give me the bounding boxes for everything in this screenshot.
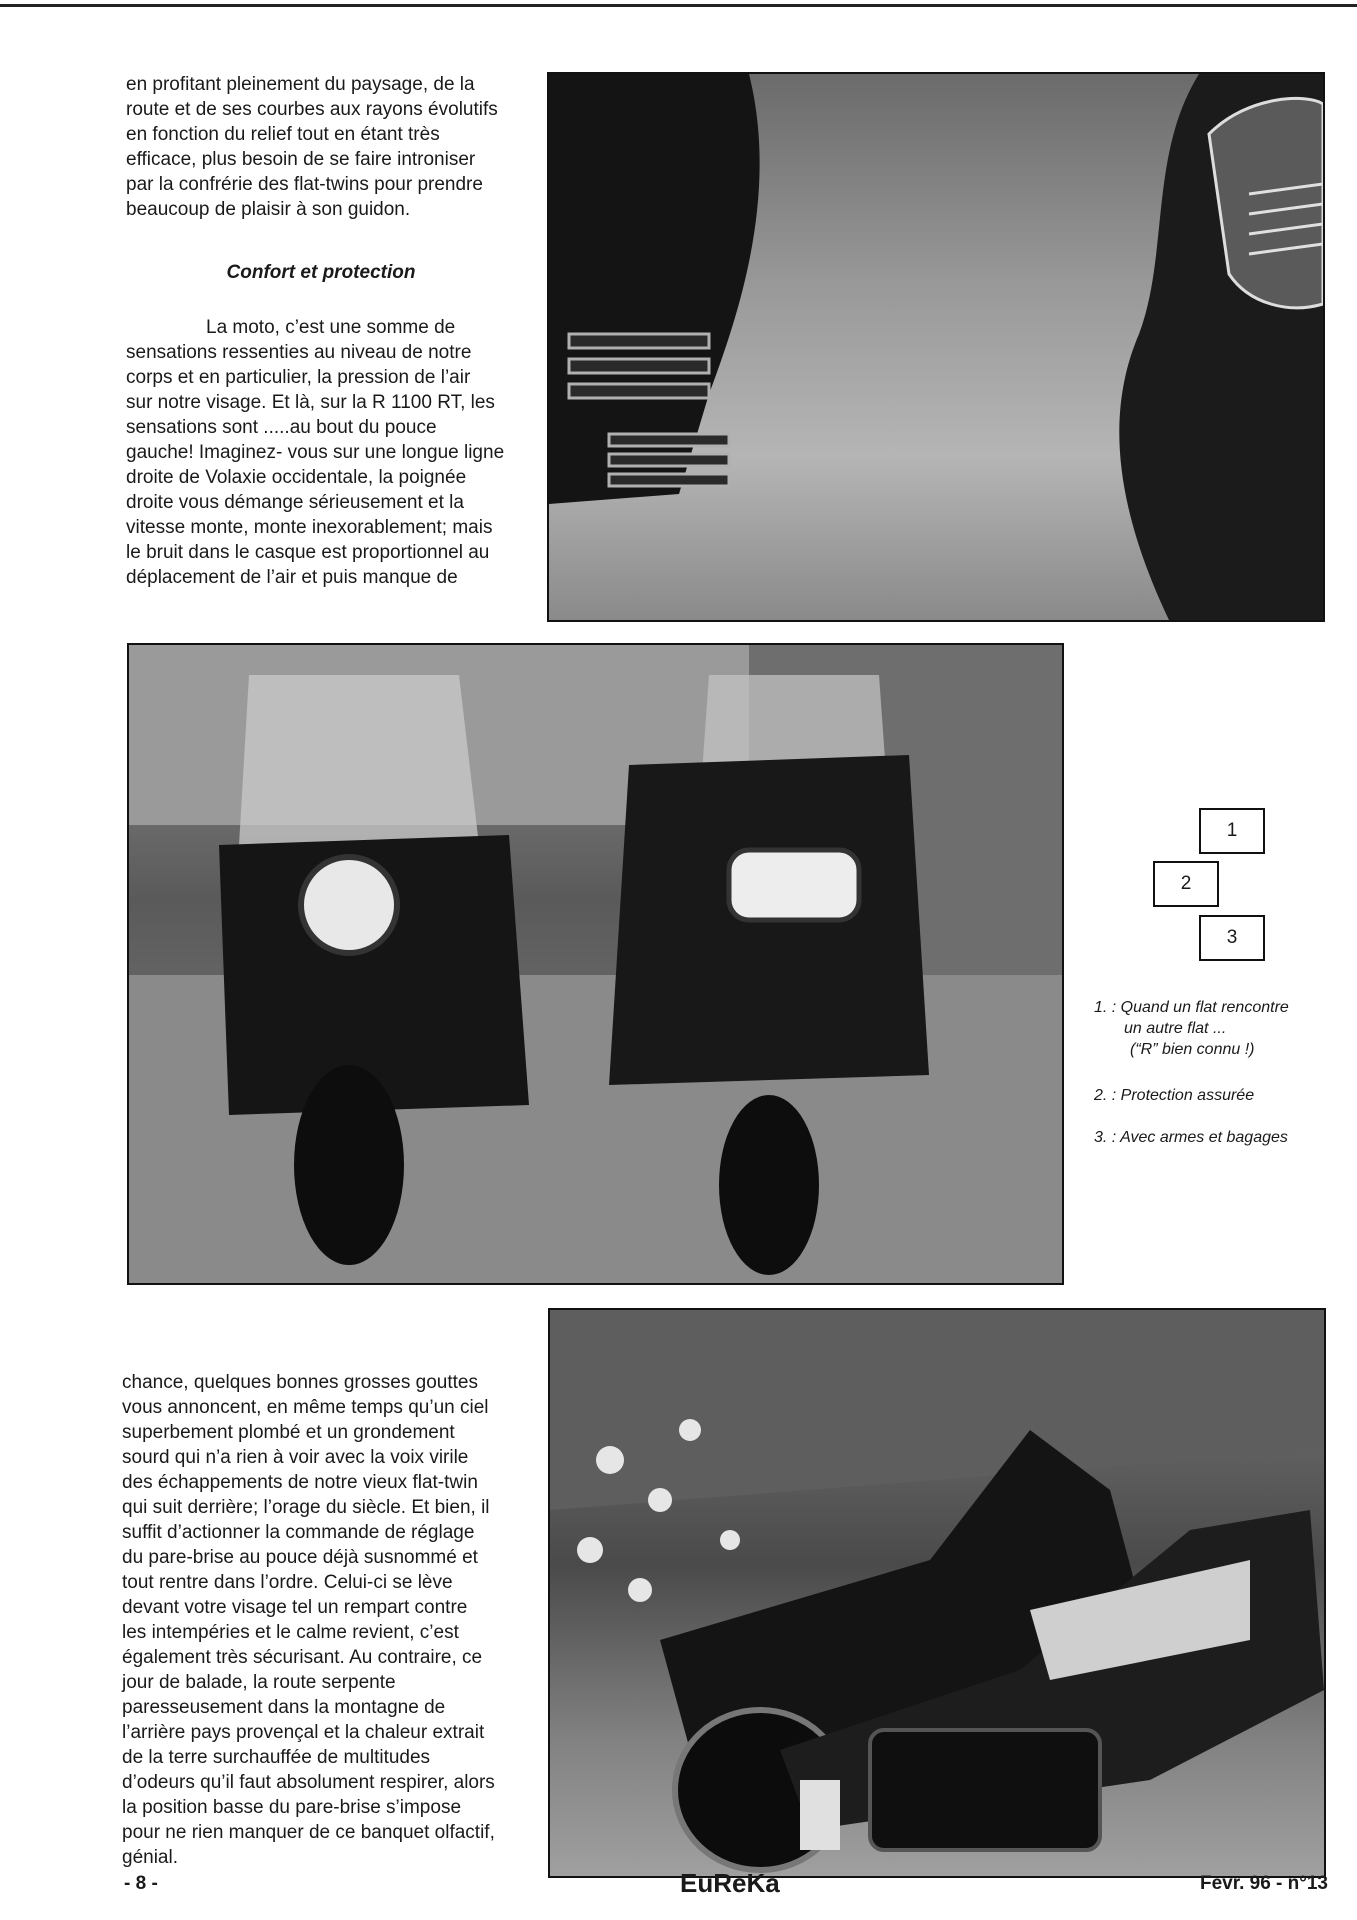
text-line: paresseusement dans la montagne de bbox=[122, 1697, 446, 1718]
text-line: génial. bbox=[122, 1847, 178, 1868]
photo-engine-closeup bbox=[547, 72, 1325, 622]
text-line: beaucoup de plaisir à son guidon. bbox=[126, 199, 411, 220]
text-line: de la terre surchauffée de multitudes bbox=[122, 1747, 431, 1768]
text-line: l’arrière pays provençal et la chaleur extrait bbox=[122, 1722, 485, 1743]
text-line: gauche! Imaginez- vous sur une longue ligne bbox=[126, 442, 505, 463]
page-number: - 8 - bbox=[124, 1873, 158, 1894]
magazine-name: EuReKa bbox=[680, 1868, 780, 1898]
text-line: en fonction du relief tout en étant très bbox=[126, 124, 440, 145]
text-line: suffit d’actionner la commande de réglage bbox=[122, 1522, 475, 1543]
text-line: La moto, c’est une somme de bbox=[206, 317, 456, 338]
text-line: droite de Volaxie occidentale, la poignée bbox=[126, 467, 467, 488]
photo-index-box-1: 1 bbox=[1199, 808, 1265, 854]
caption-3: 3. : Avec armes et bagages bbox=[1094, 1129, 1288, 1146]
text-line: en profitant pleinement du paysage, de la bbox=[126, 74, 475, 95]
text-line: des échappements de notre vieux flat-twin bbox=[122, 1472, 478, 1493]
article-column-top bbox=[126, 72, 516, 590]
article-column-bottom bbox=[122, 1370, 512, 1870]
text-line: sourd qui n’a rien à voir avec la voix virile bbox=[122, 1447, 469, 1468]
photo-two-motorcycles bbox=[127, 643, 1064, 1285]
photo-1-illustration bbox=[549, 74, 1323, 620]
photo-3-illustration bbox=[550, 1310, 1324, 1876]
text-line: également très sécurisant. Au contraire, ce bbox=[122, 1647, 483, 1668]
caption-1 bbox=[1094, 997, 1344, 1060]
top-rule bbox=[0, 4, 1357, 7]
text-line: sensations sont .....au bout du pouce bbox=[126, 417, 437, 438]
text-line: la position basse du pare-brise s’impose bbox=[122, 1797, 462, 1818]
text-line: qui suit derrière; l’orage du siècle. Et bien, il bbox=[122, 1497, 490, 1518]
text-line: déplacement de l’air et puis manque de bbox=[126, 567, 458, 588]
caption-2: 2. : Protection assurée bbox=[1094, 1087, 1255, 1104]
text-line: superbement plombé et un grondement bbox=[122, 1422, 455, 1443]
photo-index-box-2: 2 bbox=[1153, 861, 1219, 907]
text-line: efficace, plus besoin de se faire introniser bbox=[126, 149, 476, 170]
text-line: jour de balade, la route serpente bbox=[122, 1672, 396, 1693]
text-line: sensations ressenties au niveau de notre bbox=[126, 342, 472, 363]
text-line: corps et en particulier, la pression de l’air bbox=[126, 367, 471, 388]
caption-line: (“R” bien connu !) bbox=[1130, 1041, 1255, 1058]
text-line: vitesse monte, monte inexorablement; mais bbox=[126, 517, 493, 538]
text-line: le bruit dans le casque est proportionnel au bbox=[126, 542, 490, 563]
text-line: d’odeurs qu’il faut absolument respirer, alors bbox=[122, 1772, 495, 1793]
caption-line: un autre flat ... bbox=[1124, 1020, 1227, 1037]
text-line: route et de ses courbes aux rayons évolutifs bbox=[126, 99, 498, 120]
caption-line: 1. : Quand un flat rencontre bbox=[1094, 999, 1289, 1016]
section-heading: Confort et protection bbox=[226, 262, 416, 283]
text-line: par la confrérie des flat-twins pour prendre bbox=[126, 174, 483, 195]
text-line: sur notre visage. Et là, sur la R 1100 RT, les bbox=[126, 392, 495, 413]
photo-index-box-3: 3 bbox=[1199, 915, 1265, 961]
photo-2-illustration bbox=[129, 645, 1062, 1283]
text-line: du pare-brise au pouce déjà susnommé et bbox=[122, 1547, 478, 1568]
text-line: les intempéries et le calme revient, c’est bbox=[122, 1622, 459, 1643]
text-line: vous annoncent, en même temps qu’un ciel bbox=[122, 1397, 489, 1418]
text-line: devant votre visage tel un rempart contre bbox=[122, 1597, 468, 1618]
photo-touring-bikes bbox=[548, 1308, 1326, 1878]
issue-label: Fevr. 96 - n°13 bbox=[1200, 1873, 1328, 1894]
text-line: tout rentre dans l’ordre. Celui-ci se lève bbox=[122, 1572, 453, 1593]
text-line: pour ne rien manquer de ce banquet olfactif, bbox=[122, 1822, 495, 1843]
text-line: chance, quelques bonnes grosses gouttes bbox=[122, 1372, 478, 1393]
text-line: droite vous démange sérieusement et la bbox=[126, 492, 464, 513]
